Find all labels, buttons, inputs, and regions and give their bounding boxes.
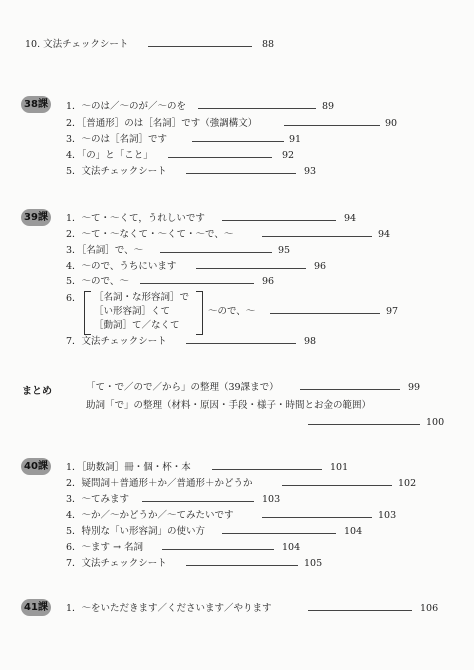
leader-line [222,533,336,534]
leader-line [186,173,296,174]
lesson-41-badge: 41課 [21,599,51,616]
leader-line [192,141,284,142]
toc-item: 1．［助数詞］冊・個・杯・本 [66,462,191,473]
page-number: 96 [262,276,275,287]
toc-item: 6．～ます → 名詞 [66,542,144,553]
toc-item: 5．～ので、～ [66,276,129,287]
page-number: 104 [282,542,301,553]
page-number: 98 [304,336,317,347]
leader-line [222,220,336,221]
leader-line [162,549,274,550]
toc-item-top: 10. 文法チェックシート [25,39,129,50]
leader-line [198,108,316,109]
toc-item: 4．～か／～かどうか／～てみたいです [66,510,234,521]
leader-line [300,389,400,390]
leader-line [148,46,252,47]
toc-item: 3．～のは［名詞］です [66,134,168,145]
page-number: 103 [262,494,281,505]
page-number: 100 [426,417,445,428]
toc-item: 2．～て・～なくて・～くて・～で、～ [66,229,234,240]
toc-item: 3．～てみます [66,494,130,505]
toc-item: 「て・で／ので／から」の整理（39課まで） [86,382,279,393]
leader-line [262,236,372,237]
leader-line [142,501,254,502]
leader-line [308,424,420,425]
leader-line [168,157,272,158]
toc-item: 7．文法チェックシート [66,336,167,347]
page-number: 97 [386,306,399,317]
toc-item: 3．［名詞］で、～ [66,245,144,256]
bracket-line: ［名詞・な形容詞］で [94,292,190,303]
page-number: 104 [344,526,363,537]
toc-item: 4．「の」と「こと」 [66,150,153,161]
page-number: 90 [385,118,398,129]
bracket-line: ［動詞］て／なくて [94,320,180,331]
leader-line [186,343,296,344]
page-number: 89 [322,101,335,112]
toc-item: 1．～のは／～のが／～のを [66,101,187,112]
lesson-40-badge: 40課 [21,458,51,475]
lesson-38-badge: 38課 [21,96,51,113]
leader-line [160,252,272,253]
page-number: 99 [408,382,421,393]
page-number: 91 [289,134,302,145]
leader-line [196,268,306,269]
toc-item: 助詞「で」の整理（材料・原因・手段・様子・時間とお金の範囲） [86,400,372,411]
leader-line [282,485,392,486]
page-number: 105 [304,558,323,569]
toc-item: 2．［普通形］のは［名詞］です（強調構文） [66,118,258,129]
leader-line [186,565,298,566]
leader-line [270,313,380,314]
leader-line [140,283,254,284]
page-number: 94 [344,213,357,224]
leader-line [262,517,372,518]
page-number: 106 [420,603,439,614]
page-number: 102 [398,478,417,489]
page-number: 94 [378,229,391,240]
page-number: 103 [378,510,397,521]
leader-line [284,125,380,126]
page-number: 88 [262,39,275,50]
toc-item: 4．～ので、うちにいます [66,261,177,272]
page-number: 96 [314,261,327,272]
toc-item-number: 6． [66,293,82,304]
page-number: 95 [278,245,291,256]
page-number: 92 [282,150,295,161]
toc-item: 7．文法チェックシート [66,558,167,569]
toc-item: 2．疑問詞＋普通形＋か／普通形＋かどうか [66,478,253,489]
bracket-right [196,291,203,335]
toc-item: 5．特別な「い形容詞」の使い方 [66,526,206,537]
bracket-line: ［い形容詞］くて [94,306,171,317]
toc-item: 1．～て・～くて，うれしいです [66,213,205,224]
summary-label: まとめ [22,386,52,397]
leader-line [308,610,412,611]
leader-line [212,469,322,470]
page-number: 93 [304,166,317,177]
bracket-left [84,291,91,335]
lesson-39-badge: 39課 [21,209,51,226]
toc-item-tail: ～ので、～ [208,306,256,317]
toc-item: 5．文法チェックシート [66,166,167,177]
toc-item: 1．～をいただきます／くださいます／やります [66,603,272,614]
page-number: 101 [330,462,349,473]
